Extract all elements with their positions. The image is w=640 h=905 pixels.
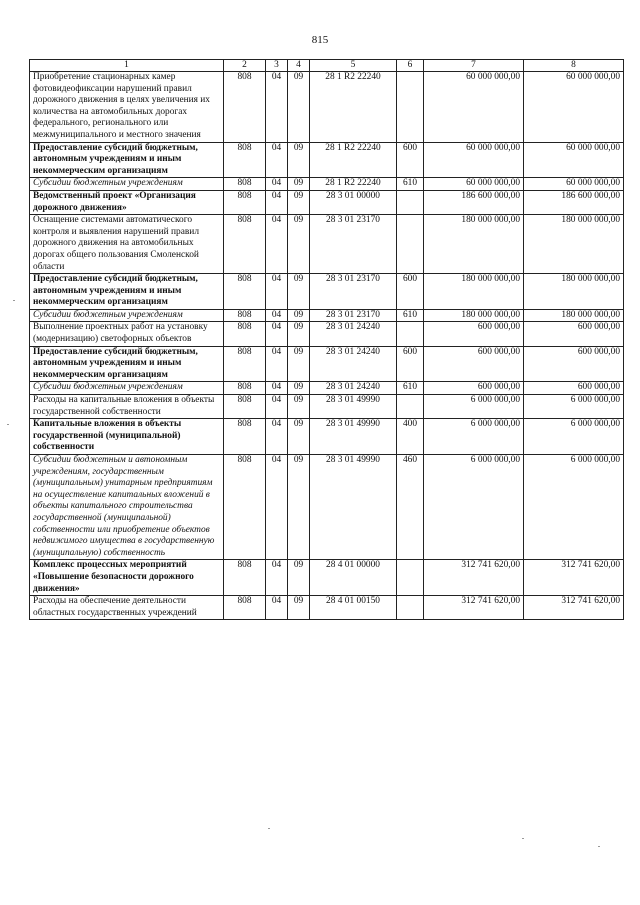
cell-name: Субсидии бюджетным учреждениям: [30, 382, 224, 395]
cell-sum-year-2: 180 000 000,00: [524, 215, 624, 274]
cell-ministry-code: 808: [224, 190, 266, 214]
table-row: [30, 190, 624, 214]
cell-target-article: 28 3 01 24240: [310, 322, 397, 346]
header-col-1: 1: [30, 60, 224, 72]
cell-expense-type: [397, 560, 424, 596]
header-col-7: 7: [424, 60, 524, 72]
cell-name: Предоставление субсидий бюджетным, автономным учреждениям и иным некоммерческим организациям: [30, 346, 224, 382]
cell-sum-year-2: 60 000 000,00: [524, 178, 624, 191]
cell-target-article: 28 3 01 49990: [310, 395, 397, 419]
cell-expense-type: [397, 215, 424, 274]
table-row: [30, 346, 624, 382]
cell-sum-year-1: 6 000 000,00: [424, 419, 524, 455]
cell-subsection: 09: [288, 178, 310, 191]
cell-sum-year-1: 6 000 000,00: [424, 395, 524, 419]
cell-section: 04: [266, 274, 288, 310]
cell-ministry-code: 808: [224, 560, 266, 596]
cell-subsection: 09: [288, 309, 310, 322]
cell-section: 04: [266, 322, 288, 346]
cell-sum-year-1: 180 000 000,00: [424, 274, 524, 310]
cell-section: 04: [266, 596, 288, 620]
cell-name: Предоставление субсидий бюджетным, автономным учреждениям и иным некоммерческим организациям: [30, 142, 224, 178]
cell-ministry-code: 808: [224, 72, 266, 143]
cell-sum-year-2: 312 741 620,00: [524, 596, 624, 620]
table-row: [30, 178, 624, 191]
cell-name: Субсидии бюджетным учреждениям: [30, 178, 224, 191]
cell-target-article: 28 1 R2 22240: [310, 178, 397, 191]
cell-section: 04: [266, 346, 288, 382]
cell-sum-year-1: 60 000 000,00: [424, 142, 524, 178]
cell-subsection: 09: [288, 274, 310, 310]
cell-section: 04: [266, 455, 288, 560]
cell-name: Комплекс процессных мероприятий «Повышение безопасности дорожного движения»: [30, 560, 224, 596]
cell-name: Оснащение системами автоматического контроля и выявления нарушений правил дорожного движения на автомобильных дорогах общего пользования Смоленской области: [30, 215, 224, 274]
cell-target-article: 28 3 01 24240: [310, 346, 397, 382]
cell-expense-type: [397, 395, 424, 419]
cell-sum-year-2: 6 000 000,00: [524, 419, 624, 455]
cell-name: Приобретение стационарных камер фотовидеофиксации нарушений правил дорожного движения в целях увеличения их количества на автомобильных дорогах федерального, регионального или межмуниципального и местного значения: [30, 72, 224, 143]
cell-expense-type: [397, 190, 424, 214]
cell-expense-type: [397, 322, 424, 346]
cell-section: 04: [266, 560, 288, 596]
cell-ministry-code: 808: [224, 178, 266, 191]
table-row: [30, 72, 624, 143]
cell-section: 04: [266, 395, 288, 419]
header-col-5: 5: [310, 60, 397, 72]
cell-sum-year-2: 600 000,00: [524, 346, 624, 382]
cell-section: 04: [266, 190, 288, 214]
cell-section: 04: [266, 215, 288, 274]
table-header-row: [30, 60, 624, 72]
cell-subsection: 09: [288, 596, 310, 620]
cell-expense-type: 610: [397, 178, 424, 191]
cell-ministry-code: 808: [224, 309, 266, 322]
table-row: [30, 322, 624, 346]
cell-sum-year-2: 600 000,00: [524, 322, 624, 346]
cell-subsection: 09: [288, 382, 310, 395]
table-row: [30, 274, 624, 310]
cell-section: 04: [266, 72, 288, 143]
header-col-8: 8: [524, 60, 624, 72]
cell-sum-year-1: 6 000 000,00: [424, 455, 524, 560]
cell-target-article: 28 4 01 00150: [310, 596, 397, 620]
cell-sum-year-1: 312 741 620,00: [424, 560, 524, 596]
cell-sum-year-1: 180 000 000,00: [424, 215, 524, 274]
table-row: [30, 596, 624, 620]
cell-ministry-code: 808: [224, 455, 266, 560]
cell-sum-year-2: 6 000 000,00: [524, 455, 624, 560]
cell-target-article: 28 3 01 23170: [310, 215, 397, 274]
cell-sum-year-1: 180 000 000,00: [424, 309, 524, 322]
cell-expense-type: 610: [397, 382, 424, 395]
cell-sum-year-2: 60 000 000,00: [524, 72, 624, 143]
cell-ministry-code: 808: [224, 346, 266, 382]
table-row: [30, 382, 624, 395]
table-row: [30, 560, 624, 596]
cell-name: Ведомственный проект «Организация дорожного движения»: [30, 190, 224, 214]
cell-expense-type: 460: [397, 455, 424, 560]
cell-expense-type: [397, 72, 424, 143]
cell-subsection: 09: [288, 346, 310, 382]
cell-sum-year-2: 180 000 000,00: [524, 274, 624, 310]
cell-expense-type: 600: [397, 142, 424, 178]
cell-section: 04: [266, 142, 288, 178]
cell-section: 04: [266, 178, 288, 191]
page-number: 815: [311, 34, 329, 46]
cell-target-article: 28 1 R2 22240: [310, 72, 397, 143]
budget-table: [29, 59, 624, 620]
scan-speck: [522, 838, 524, 839]
header-col-2: 2: [224, 60, 266, 72]
cell-subsection: 09: [288, 419, 310, 455]
table-row: [30, 419, 624, 455]
cell-ministry-code: 808: [224, 419, 266, 455]
cell-name: Расходы на капитальные вложения в объекты государственной собственности: [30, 395, 224, 419]
cell-sum-year-1: 312 741 620,00: [424, 596, 524, 620]
cell-target-article: 28 3 01 24240: [310, 382, 397, 395]
cell-expense-type: 600: [397, 274, 424, 310]
cell-subsection: 09: [288, 142, 310, 178]
cell-sum-year-2: 60 000 000,00: [524, 142, 624, 178]
cell-section: 04: [266, 419, 288, 455]
header-col-3: 3: [266, 60, 288, 72]
cell-subsection: 09: [288, 560, 310, 596]
header-col-6: 6: [397, 60, 424, 72]
cell-target-article: 28 4 01 00000: [310, 560, 397, 596]
cell-subsection: 09: [288, 322, 310, 346]
cell-ministry-code: 808: [224, 382, 266, 395]
cell-section: 04: [266, 382, 288, 395]
cell-sum-year-1: 60 000 000,00: [424, 178, 524, 191]
cell-target-article: 28 3 01 23170: [310, 309, 397, 322]
scan-speck: [13, 300, 15, 301]
cell-expense-type: 400: [397, 419, 424, 455]
cell-subsection: 09: [288, 215, 310, 274]
scan-speck: [598, 846, 600, 847]
cell-section: 04: [266, 309, 288, 322]
cell-name: Расходы на обеспечение деятельности областных государственных учреждений: [30, 596, 224, 620]
cell-expense-type: 610: [397, 309, 424, 322]
cell-ministry-code: 808: [224, 596, 266, 620]
cell-sum-year-2: 186 600 000,00: [524, 190, 624, 214]
cell-ministry-code: 808: [224, 142, 266, 178]
cell-sum-year-1: 60 000 000,00: [424, 72, 524, 143]
table-body: [30, 72, 624, 620]
cell-name: Субсидии бюджетным и автономным учреждениям, государственным (муниципальным) унитарным предприятиям на осуществление капитальных вложений в объекты капитального строительства государственной (муниципальной) собственности или приобретение объектов недвижимого имущества в государственную (муниципальную) собственность: [30, 455, 224, 560]
cell-sum-year-2: 180 000 000,00: [524, 309, 624, 322]
cell-ministry-code: 808: [224, 274, 266, 310]
cell-subsection: 09: [288, 395, 310, 419]
cell-sum-year-1: 186 600 000,00: [424, 190, 524, 214]
cell-target-article: 28 3 01 23170: [310, 274, 397, 310]
cell-target-article: 28 3 01 00000: [310, 190, 397, 214]
cell-ministry-code: 808: [224, 395, 266, 419]
table-row: [30, 142, 624, 178]
cell-sum-year-2: 312 741 620,00: [524, 560, 624, 596]
cell-sum-year-1: 600 000,00: [424, 322, 524, 346]
cell-ministry-code: 808: [224, 322, 266, 346]
cell-sum-year-1: 600 000,00: [424, 382, 524, 395]
cell-subsection: 09: [288, 72, 310, 143]
cell-sum-year-2: 600 000,00: [524, 382, 624, 395]
cell-name: Предоставление субсидий бюджетным, автономным учреждениям и иным некоммерческим организациям: [30, 274, 224, 310]
cell-name: Выполнение проектных работ на установку (модернизацию) светофорных объектов: [30, 322, 224, 346]
scan-speck: [268, 828, 270, 829]
table-row: [30, 215, 624, 274]
cell-name: Субсидии бюджетным учреждениям: [30, 309, 224, 322]
table-row: [30, 455, 624, 560]
scan-speck: [7, 424, 9, 425]
cell-ministry-code: 808: [224, 215, 266, 274]
cell-target-article: 28 3 01 49990: [310, 455, 397, 560]
cell-target-article: 28 3 01 49990: [310, 419, 397, 455]
table-row: [30, 309, 624, 322]
cell-target-article: 28 1 R2 22240: [310, 142, 397, 178]
cell-expense-type: 600: [397, 346, 424, 382]
cell-sum-year-1: 600 000,00: [424, 346, 524, 382]
header-col-4: 4: [288, 60, 310, 72]
cell-name: Капитальные вложения в объекты государственной (муниципальной) собственности: [30, 419, 224, 455]
table-row: [30, 395, 624, 419]
cell-subsection: 09: [288, 455, 310, 560]
cell-expense-type: [397, 596, 424, 620]
cell-sum-year-2: 6 000 000,00: [524, 395, 624, 419]
cell-subsection: 09: [288, 190, 310, 214]
